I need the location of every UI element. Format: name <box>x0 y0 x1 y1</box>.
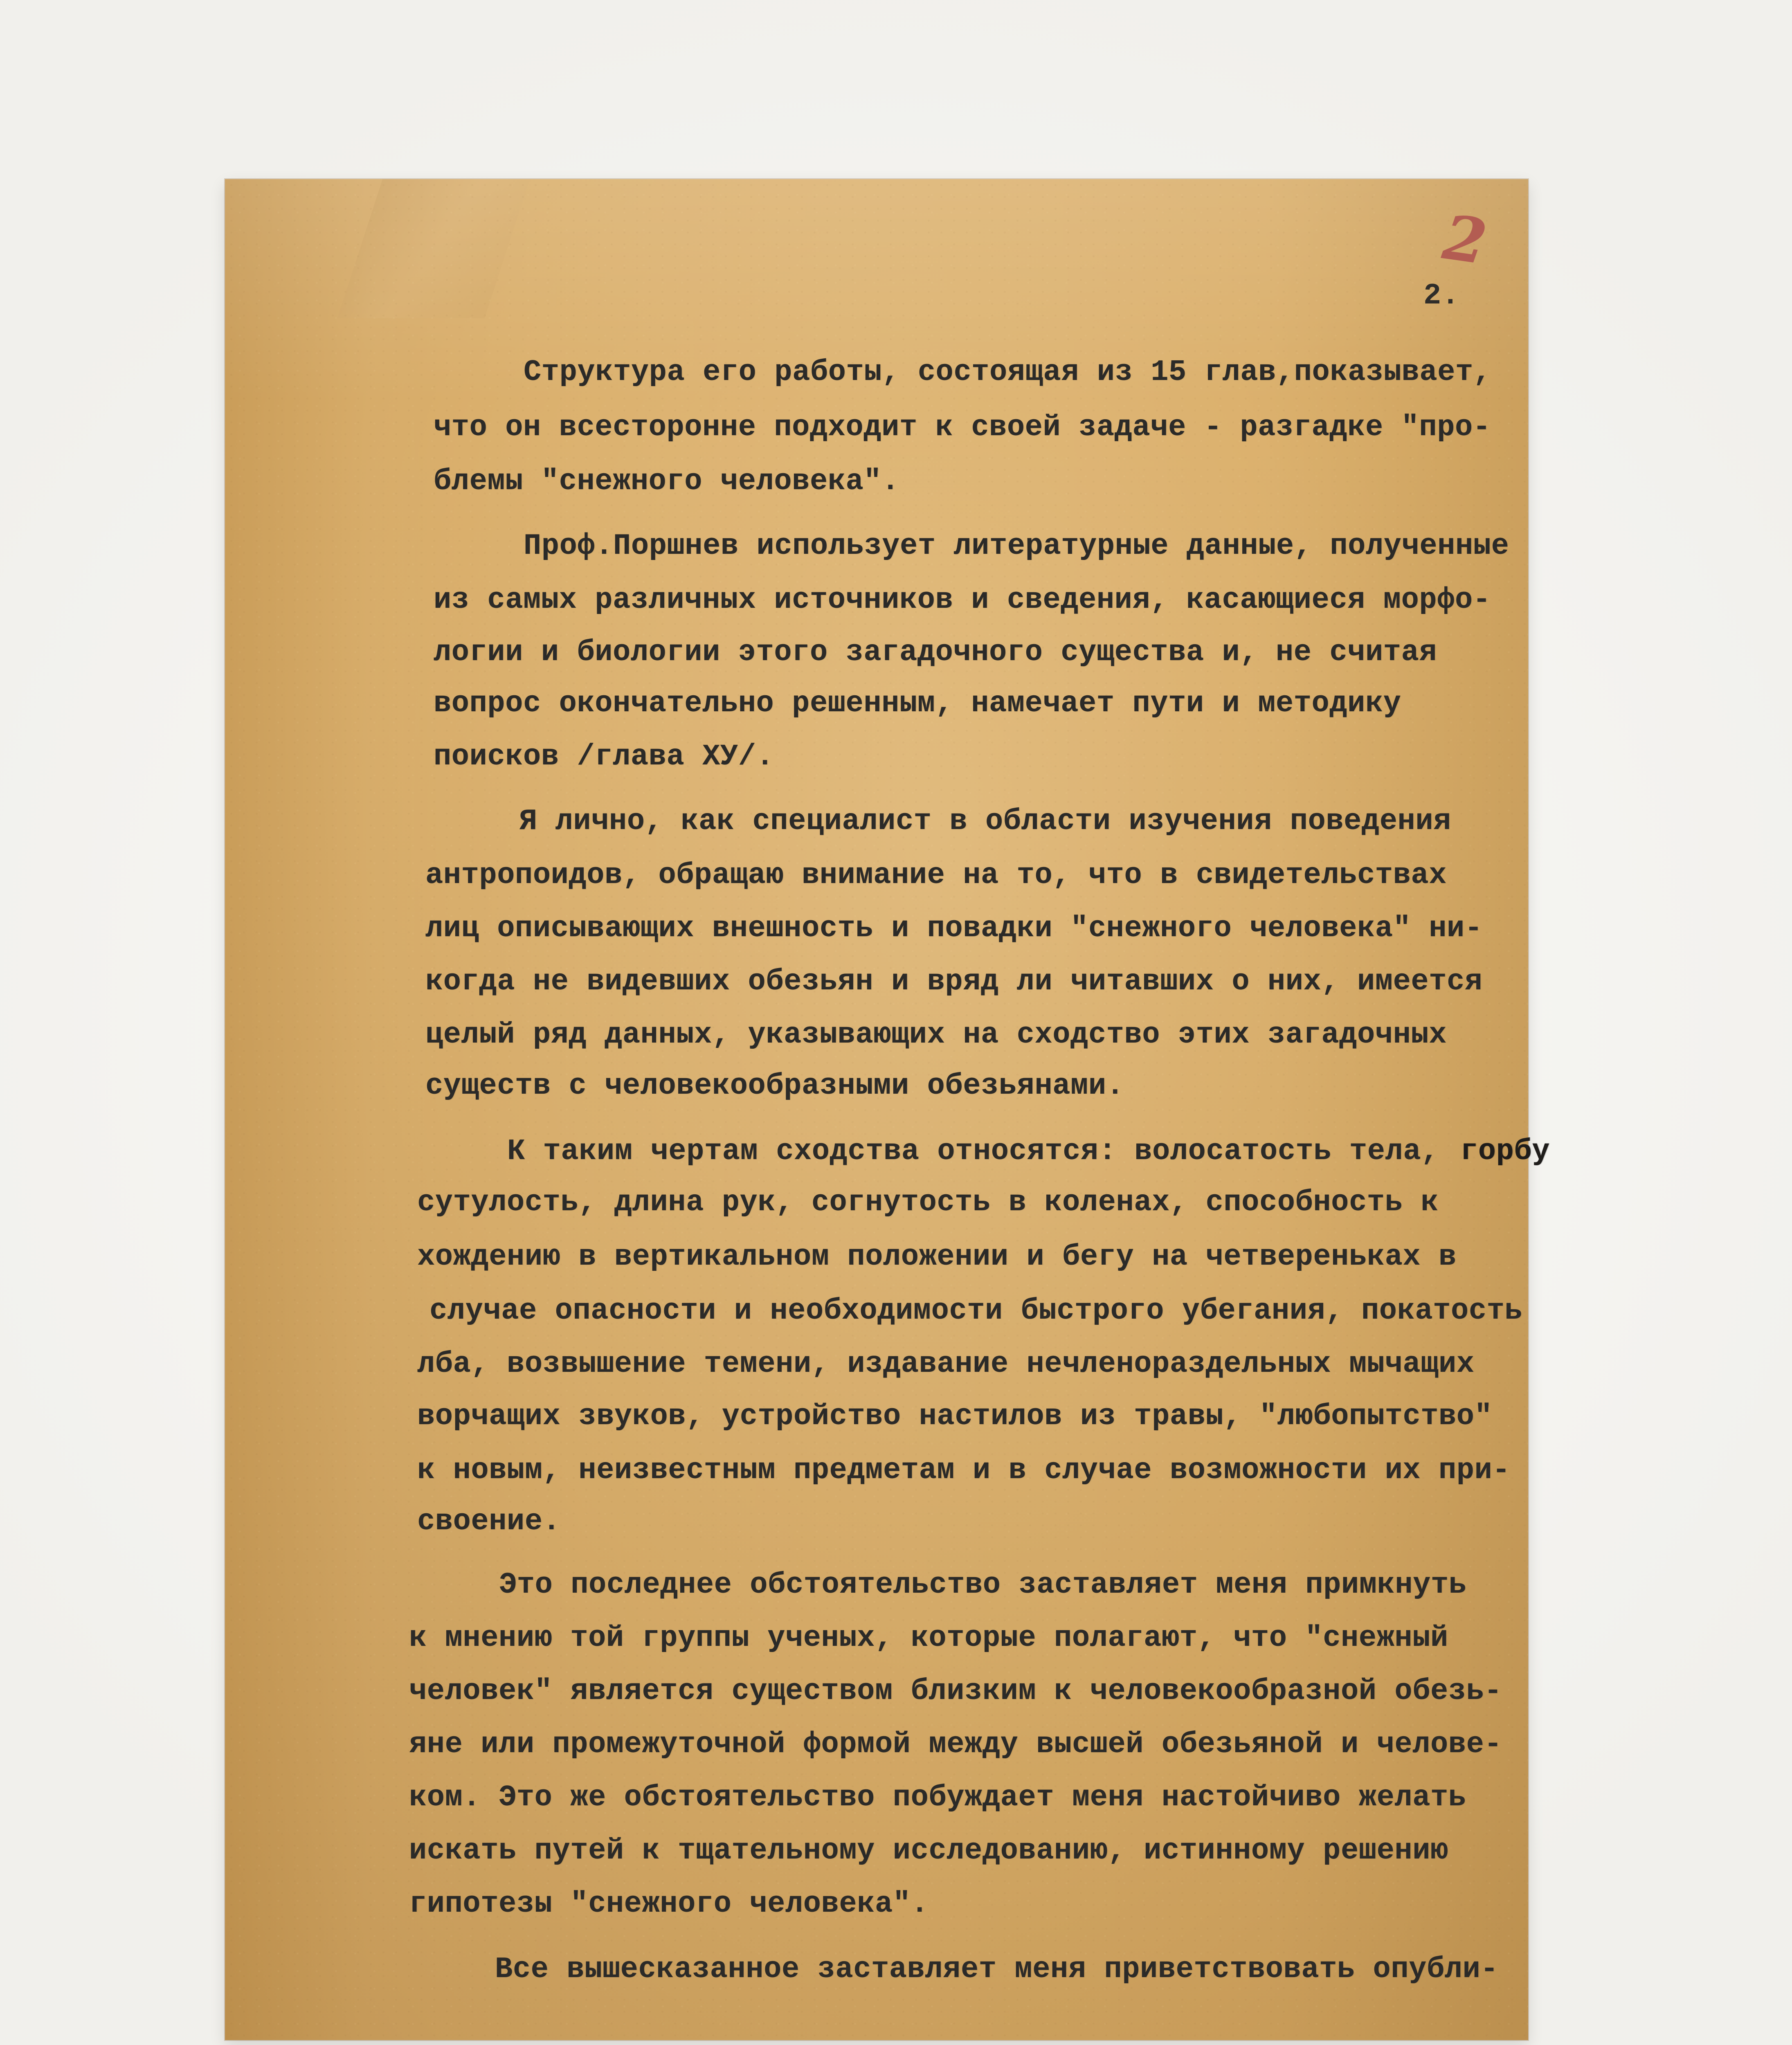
text-line-29: гипотезы "снежного человека". <box>409 1887 929 1921</box>
text-line-05: из самых различных источников и сведения, касающиеся морфо- <box>434 583 1491 617</box>
typed-document-page <box>225 179 1550 2040</box>
text-line-23: Это последнее обстоятельство заставляет меня примкнуть <box>499 1568 1467 1602</box>
text-line-12: когда не видевших обезьян и вряд ли читавших о них, имеется <box>425 965 1483 998</box>
document-body <box>225 179 1550 2040</box>
text-line-10: антропоидов, обращаю внимание на то, что в свидетельствах <box>425 858 1447 892</box>
text-line-13: целый ряд данных, указывающих на сходство этих загадочных <box>425 1018 1447 1052</box>
text-line-06: логии и биологии этого загадочного существа и, не считая <box>434 636 1437 669</box>
typed-page-number: 2. <box>1423 279 1460 312</box>
text-line-22: своение. <box>417 1505 561 1538</box>
text-line-19: лба, возвышение темени, издавание нечленораздельных мычащих <box>417 1347 1475 1381</box>
text-line-28: искать путей к тщательному исследованию, истинному решению <box>409 1834 1448 1867</box>
text-line-24: к мнению той группы ученых, которые полагают, что "снежный <box>409 1621 1448 1655</box>
text-line-08: поисков /глава ХУ/. <box>434 740 774 773</box>
overstrike-word: горбу <box>1460 1135 1550 1168</box>
text-line-04: Проф.Поршнев использует литературные данные, полученные <box>524 529 1509 563</box>
text-line-26: яне или промежуточной формой между высшей обезьяной и челове- <box>409 1728 1502 1761</box>
text-line-30: Все вышесказанное заставляет меня приветствовать опубли- <box>495 1953 1499 1986</box>
text-line-03: блемы "снежного человека". <box>434 465 899 498</box>
text-line-18: случае опасности и необходимости быстрого убегания, покатость <box>429 1294 1523 1328</box>
text-line-27: ком. Это же обстоятельство побуждает меня настойчиво желать <box>409 1781 1466 1814</box>
text-line-01: Структура его работы, состоящая из 15 глав,показывает, <box>524 355 1491 389</box>
text-line-11: лиц описывающих внешность и повадки "снежного человека" ни- <box>425 912 1483 945</box>
text-line-15: К таким чертам сходства относятся: волосатость тела, <box>507 1135 1457 1168</box>
text-line-07: вопрос окончательно решенным, намечает пути и методику <box>434 687 1401 720</box>
text-line-09: Я лично, как специалист в области изучения поведения <box>519 805 1451 838</box>
text-line-21: к новым, неизвестным предметам и в случае возможности их при- <box>417 1454 1511 1487</box>
text-line-20: ворчащих звуков, устройство настилов из травы, "любопытство" <box>417 1400 1493 1433</box>
text-line-16: сутулость, длина рук, согнутость в коленах, способность к <box>417 1186 1439 1219</box>
handwritten-folio-number: 2 <box>1439 201 1489 279</box>
text-line-02: что он всесторонне подходит к своей задаче - разгадке "про- <box>434 411 1491 444</box>
text-line-14: существ с человекообразными обезьянами. <box>425 1069 1124 1103</box>
text-line-25: человек" является существом близким к человекообразной обезь- <box>409 1674 1502 1708</box>
text-line-17: хождению в вертикальном положении и бегу на четвереньках в <box>417 1240 1457 1274</box>
